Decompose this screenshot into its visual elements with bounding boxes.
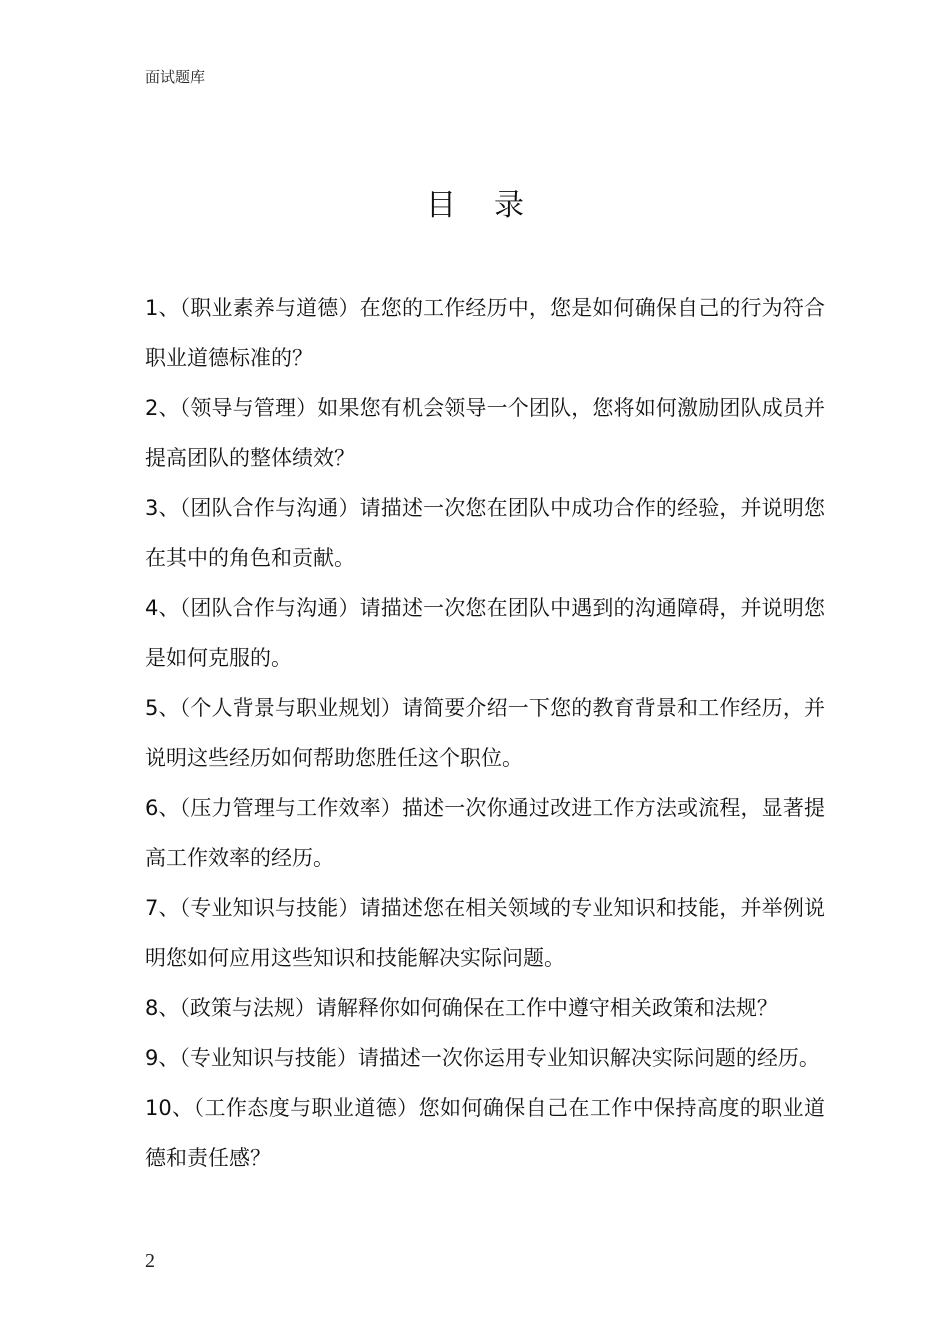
toc-item-3[interactable]: 3、（团队合作与沟通）请描述一次您在团队中成功合作的经验，并说明您在其中的角色和贡献。: [145, 496, 825, 570]
toc-item-8[interactable]: 8、（政策与法规）请解释你如何确保在工作中遵守相关政策和法规？: [145, 996, 778, 1020]
page-title: 目录: [426, 188, 562, 223]
toc-item-9[interactable]: 9、（专业知识与技能）请描述一次你运用专业知识解决实际问题的经历。: [145, 1046, 820, 1070]
table-of-contents: [145, 283, 825, 1183]
toc-item-1[interactable]: 1、（职业素养与道德）在您的工作经历中，您是如何确保自己的行为符合职业道德标准的？: [145, 296, 825, 370]
toc-item-7[interactable]: 7、（专业知识与技能）请描述您在相关领域的专业知识和技能，并举例说明您如何应用这些知识和技能解决实际问题。: [145, 896, 825, 970]
toc-item-2[interactable]: 2、（领导与管理）如果您有机会领导一个团队，您将如何激励团队成员并提高团队的整体绩效？: [145, 396, 825, 470]
toc-item-6[interactable]: 6、（压力管理与工作效率）描述一次你通过改进工作方法或流程，显著提高工作效率的经历。: [145, 796, 825, 870]
toc-item-5[interactable]: 5、（个人背景与职业规划）请简要介绍一下您的教育背景和工作经历，并说明这些经历如何帮助您胜任这个职位。: [145, 696, 825, 770]
toc-item-4[interactable]: 4、（团队合作与沟通）请描述一次您在团队中遇到的沟通障碍，并说明您是如何克服的。: [145, 596, 825, 670]
page-number: 2: [145, 1250, 155, 1272]
running-header: 面试题库: [145, 68, 206, 86]
toc-item-10[interactable]: 10、（工作态度与职业道德）您如何确保自己在工作中保持高度的职业道德和责任感？: [145, 1096, 825, 1170]
